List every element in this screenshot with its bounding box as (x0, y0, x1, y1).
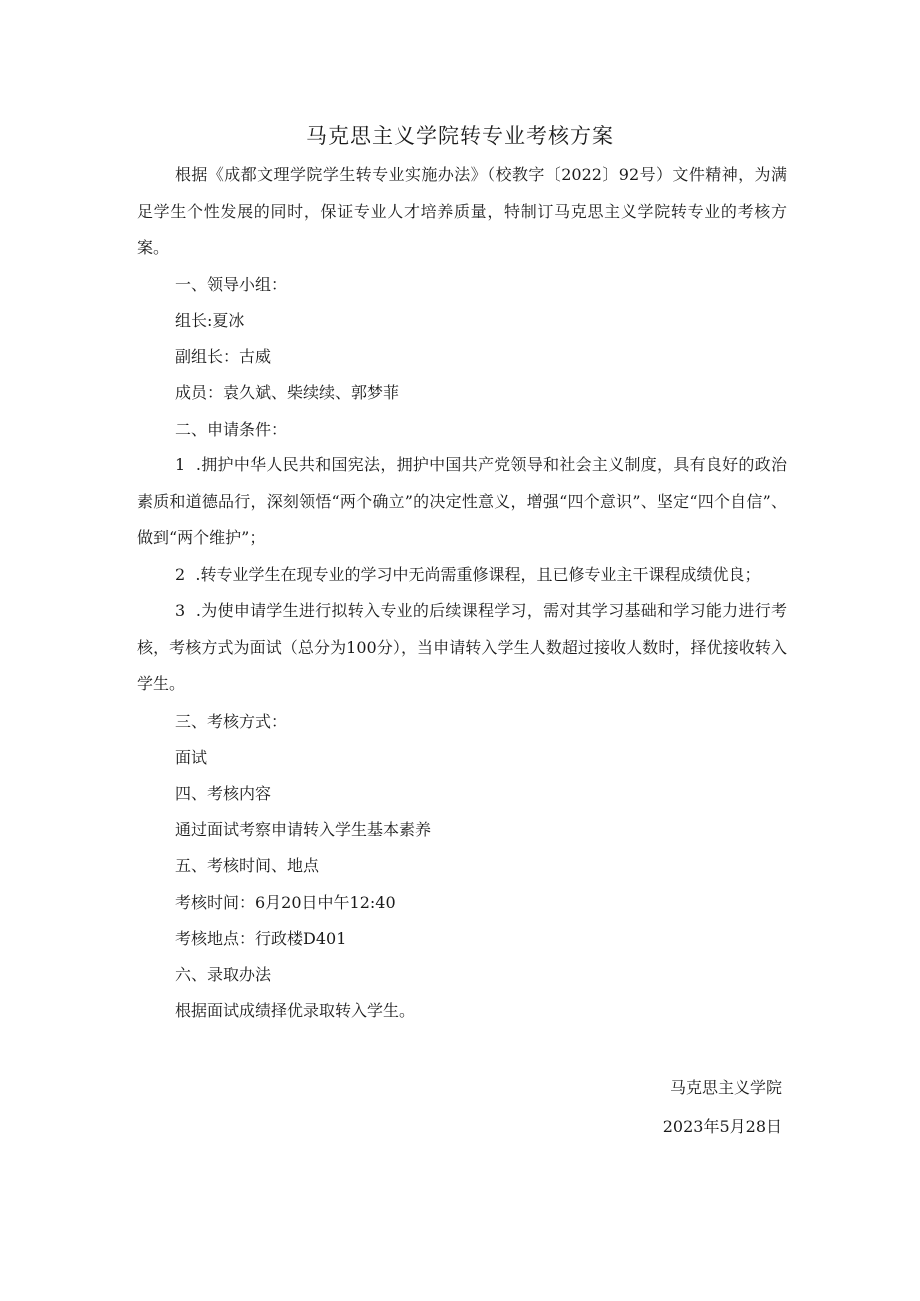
exam-time-line: 考核时间：6月20日中午12:40 (175, 893, 396, 912)
section4-content: 通过面试考察申请转入学生基本素养 (175, 820, 432, 839)
deputy-leader-line: 副组长：古威 (175, 347, 272, 366)
section3-heading: 三、考核方式： (175, 712, 288, 731)
intro-paragraph: 根据《成都文理学院学生转专业实施办法》（校教字〔2022〕92号）文件精神，为满足学生个性发展的同时，保证专业人才培养质量，特制订马克思主义学院转专业的考核方案。 (137, 165, 787, 257)
section1-heading: 一、领导小组： (175, 275, 288, 294)
condition-item-3: 3 .为使申请学生进行拟转入专业的后续课程学习，需对其学习基础和学习能力进行考核，考核方式为面试（总分为100分），当申请转入学生人数超过接收人数时，择优接收转入学生。 (137, 601, 787, 693)
signature-org: 马克思主义学院 (669, 1078, 782, 1097)
exam-place-line: 考核地点：行政楼D401 (175, 929, 347, 948)
leader-line: 组长:夏冰 (175, 311, 245, 330)
section2-heading: 二、申请条件： (175, 420, 288, 439)
section6-heading: 六、录取办法 (175, 965, 272, 984)
section4-heading: 四、考核内容 (175, 784, 272, 803)
members-line: 成员：袁久斌、柴续续、郭梦菲 (175, 383, 400, 402)
section6-content: 根据面试成绩择优录取转入学生。 (175, 1001, 416, 1020)
signature-date: 2023年5月28日 (662, 1117, 782, 1136)
condition-item-1: 1 .拥护中华人民共和国宪法，拥护中国共产党领导和社会主义制度，具有良好的政治素质和道德品行，深刻领悟“两个确立”的决定性意义，增强“四个意识”、坚定“四个自信”、做到“两个维护”； (137, 455, 787, 547)
document-title: 马克思主义学院转专业考核方案 (306, 124, 614, 148)
section5-heading: 五、考核时间、地点 (175, 856, 320, 875)
condition-item-2: 2 .转专业学生在现专业的学习中无尚需重修课程，且已修专业主干课程成绩优良； (175, 565, 761, 584)
section3-content: 面试 (175, 748, 208, 767)
